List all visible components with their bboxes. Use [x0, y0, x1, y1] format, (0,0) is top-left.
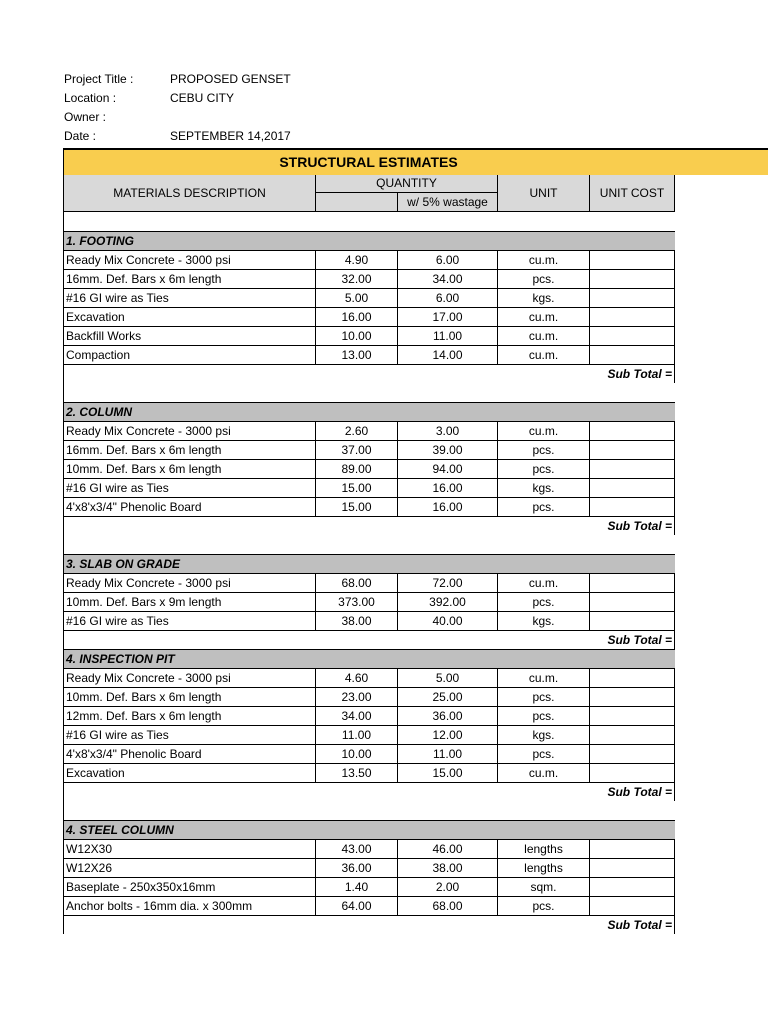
item-description: W12X30 [64, 840, 316, 859]
item-unit: cu.m. [498, 574, 590, 593]
item-unit-cost [590, 593, 675, 612]
item-quantity: 373.00 [316, 593, 398, 612]
subtotal-spacer [64, 916, 590, 935]
item-description: Baseplate - 250x350x16mm [64, 878, 316, 897]
item-description: #16 GI wire as Ties [64, 479, 316, 498]
blank-cell [64, 535, 675, 555]
item-description: Compaction [64, 346, 316, 365]
item-description: 4'x8'x3/4" Phenolic Board [64, 745, 316, 764]
item-quantity: 1.40 [316, 878, 398, 897]
item-quantity: 89.00 [316, 460, 398, 479]
table-row [64, 593, 675, 612]
item-wastage: 392.00 [398, 593, 498, 612]
item-description: 4'x8'x3/4" Phenolic Board [64, 498, 316, 517]
subtotal-label: Sub Total = [590, 916, 675, 935]
table-row [64, 840, 675, 859]
item-description: Ready Mix Concrete - 3000 psi [64, 251, 316, 270]
item-unit: pcs. [498, 498, 590, 517]
item-description: Ready Mix Concrete - 3000 psi [64, 669, 316, 688]
item-unit: lengths [498, 840, 590, 859]
table-row [64, 289, 675, 308]
owner-label: Owner : [64, 110, 107, 124]
project-info [64, 70, 291, 146]
item-description: 10mm. Def. Bars x 6m length [64, 688, 316, 707]
location-value: CEBU CITY [170, 91, 235, 105]
item-quantity: 34.00 [316, 707, 398, 726]
item-description: Anchor bolts - 16mm dia. x 300mm [64, 897, 316, 916]
item-wastage: 15.00 [398, 764, 498, 783]
header-description: MATERIALS DESCRIPTION [64, 174, 316, 212]
subtotal-spacer [64, 365, 590, 384]
section-header [64, 403, 675, 422]
table-row [64, 270, 675, 289]
spacer-row [64, 212, 675, 232]
item-quantity: 10.00 [316, 327, 398, 346]
item-description: #16 GI wire as Ties [64, 726, 316, 745]
item-quantity: 13.50 [316, 764, 398, 783]
item-wastage: 5.00 [398, 669, 498, 688]
item-unit-cost [590, 251, 675, 270]
item-wastage: 36.00 [398, 707, 498, 726]
project-title-row [64, 70, 291, 89]
item-unit-cost [590, 612, 675, 631]
item-unit: pcs. [498, 745, 590, 764]
item-quantity: 10.00 [316, 745, 398, 764]
spacer-row [64, 801, 675, 821]
item-quantity: 2.60 [316, 422, 398, 441]
location-row [64, 89, 291, 108]
item-wastage: 11.00 [398, 327, 498, 346]
estimate-table [63, 173, 675, 934]
item-quantity: 4.90 [316, 251, 398, 270]
subtotal-label: Sub Total = [590, 517, 675, 536]
item-description: Excavation [64, 308, 316, 327]
header-quantity-base [316, 193, 398, 212]
location-label: Location : [64, 91, 117, 105]
subtotal-spacer [64, 783, 590, 802]
item-wastage: 14.00 [398, 346, 498, 365]
item-unit: pcs. [498, 441, 590, 460]
table-row [64, 498, 675, 517]
item-description: W12X26 [64, 859, 316, 878]
table-row [64, 308, 675, 327]
item-wastage: 6.00 [398, 251, 498, 270]
item-unit-cost [590, 878, 675, 897]
item-description: Ready Mix Concrete - 3000 psi [64, 422, 316, 441]
item-wastage: 39.00 [398, 441, 498, 460]
section-header [64, 555, 675, 574]
item-description: Backfill Works [64, 327, 316, 346]
item-description: Ready Mix Concrete - 3000 psi [64, 574, 316, 593]
table-row [64, 422, 675, 441]
item-unit-cost [590, 498, 675, 517]
item-unit: cu.m. [498, 422, 590, 441]
table-row [64, 764, 675, 783]
section-title: 2. COLUMN [64, 403, 675, 422]
header-unit-cost: UNIT COST [590, 174, 675, 212]
blank-cell [64, 212, 675, 232]
item-description: Excavation [64, 764, 316, 783]
date-row [64, 127, 291, 146]
owner-row [64, 108, 291, 127]
item-wastage: 46.00 [398, 840, 498, 859]
table-row [64, 859, 675, 878]
table-row [64, 441, 675, 460]
subtotal-spacer [64, 517, 590, 536]
item-quantity: 38.00 [316, 612, 398, 631]
item-unit: pcs. [498, 593, 590, 612]
table-row [64, 612, 675, 631]
item-unit-cost [590, 707, 675, 726]
item-wastage: 17.00 [398, 308, 498, 327]
subtotal-label: Sub Total = [590, 365, 675, 384]
item-wastage: 16.00 [398, 498, 498, 517]
subtotal-row [64, 517, 675, 536]
spacer-row [64, 383, 675, 403]
item-unit-cost [590, 270, 675, 289]
table-row [64, 688, 675, 707]
item-unit: cu.m. [498, 346, 590, 365]
item-unit: pcs. [498, 460, 590, 479]
item-description: 16mm. Def. Bars x 6m length [64, 441, 316, 460]
item-wastage: 11.00 [398, 745, 498, 764]
subtotal-row [64, 365, 675, 384]
item-wastage: 2.00 [398, 878, 498, 897]
table-row [64, 745, 675, 764]
item-quantity: 36.00 [316, 859, 398, 878]
subtotal-spacer [64, 631, 590, 650]
item-unit: lengths [498, 859, 590, 878]
item-wastage: 72.00 [398, 574, 498, 593]
item-wastage: 25.00 [398, 688, 498, 707]
table-row [64, 726, 675, 745]
sheet-title: STRUCTURAL ESTIMATES [279, 154, 458, 170]
item-unit: kgs. [498, 479, 590, 498]
item-wastage: 12.00 [398, 726, 498, 745]
item-quantity: 11.00 [316, 726, 398, 745]
item-unit: cu.m. [498, 327, 590, 346]
date-value: SEPTEMBER 14,2017 [170, 129, 291, 143]
item-quantity: 43.00 [316, 840, 398, 859]
item-unit: kgs. [498, 726, 590, 745]
table-row [64, 878, 675, 897]
item-unit-cost [590, 669, 675, 688]
blank-cell [64, 383, 675, 403]
item-unit-cost [590, 460, 675, 479]
item-description: 12mm. Def. Bars x 6m length [64, 707, 316, 726]
item-quantity: 16.00 [316, 308, 398, 327]
item-quantity: 64.00 [316, 897, 398, 916]
item-unit: cu.m. [498, 308, 590, 327]
item-unit: pcs. [498, 688, 590, 707]
table-row [64, 897, 675, 916]
subtotal-row [64, 916, 675, 935]
item-unit: pcs. [498, 270, 590, 289]
item-unit-cost [590, 479, 675, 498]
item-wastage: 34.00 [398, 270, 498, 289]
item-quantity: 15.00 [316, 479, 398, 498]
table-row [64, 669, 675, 688]
item-unit-cost [590, 422, 675, 441]
item-unit-cost [590, 441, 675, 460]
item-description: 10mm. Def. Bars x 6m length [64, 460, 316, 479]
item-unit-cost [590, 745, 675, 764]
blank-cell [64, 801, 675, 821]
project-title-label: Project Title : [64, 72, 134, 86]
item-unit: pcs. [498, 897, 590, 916]
item-unit: cu.m. [498, 764, 590, 783]
item-quantity: 15.00 [316, 498, 398, 517]
item-unit-cost [590, 840, 675, 859]
header-row-1 [64, 174, 675, 193]
item-unit-cost [590, 897, 675, 916]
item-unit: cu.m. [498, 251, 590, 270]
item-description: #16 GI wire as Ties [64, 289, 316, 308]
item-wastage: 94.00 [398, 460, 498, 479]
item-quantity: 5.00 [316, 289, 398, 308]
section-header [64, 821, 675, 840]
header-quantity: QUANTITY [316, 174, 498, 193]
header-unit: UNIT [498, 174, 590, 212]
table-row [64, 460, 675, 479]
item-quantity: 68.00 [316, 574, 398, 593]
item-unit-cost [590, 327, 675, 346]
item-unit: sqm. [498, 878, 590, 897]
item-quantity: 4.60 [316, 669, 398, 688]
item-wastage: 40.00 [398, 612, 498, 631]
subtotal-label: Sub Total = [590, 783, 675, 802]
item-wastage: 3.00 [398, 422, 498, 441]
item-unit: kgs. [498, 612, 590, 631]
subtotal-row [64, 631, 675, 650]
table-row [64, 479, 675, 498]
item-unit-cost [590, 346, 675, 365]
item-unit: cu.m. [498, 669, 590, 688]
item-wastage: 68.00 [398, 897, 498, 916]
project-title-value: PROPOSED GENSET [170, 72, 291, 86]
spacer-row [64, 535, 675, 555]
item-unit-cost [590, 574, 675, 593]
item-unit: pcs. [498, 707, 590, 726]
item-unit-cost [590, 308, 675, 327]
item-unit-cost [590, 289, 675, 308]
item-quantity: 13.00 [316, 346, 398, 365]
title-bar [63, 148, 768, 173]
item-wastage: 6.00 [398, 289, 498, 308]
item-wastage: 38.00 [398, 859, 498, 878]
item-unit-cost [590, 764, 675, 783]
estimate-sheet [63, 148, 768, 934]
section-title: 3. SLAB ON GRADE [64, 555, 675, 574]
section-title: 1. FOOTING [64, 232, 675, 251]
table-row [64, 327, 675, 346]
item-quantity: 23.00 [316, 688, 398, 707]
item-quantity: 32.00 [316, 270, 398, 289]
section-header [64, 650, 675, 669]
item-quantity: 37.00 [316, 441, 398, 460]
item-unit-cost [590, 859, 675, 878]
table-row [64, 346, 675, 365]
section-title: 4. INSPECTION PIT [64, 650, 675, 669]
item-wastage: 16.00 [398, 479, 498, 498]
subtotal-label: Sub Total = [590, 631, 675, 650]
item-description: 16mm. Def. Bars x 6m length [64, 270, 316, 289]
item-unit-cost [590, 726, 675, 745]
table-row [64, 251, 675, 270]
header-wastage: w/ 5% wastage [398, 193, 498, 212]
section-header [64, 232, 675, 251]
section-title: 4. STEEL COLUMN [64, 821, 675, 840]
item-unit: kgs. [498, 289, 590, 308]
date-label: Date : [64, 129, 97, 143]
item-description: 10mm. Def. Bars x 9m length [64, 593, 316, 612]
item-description: #16 GI wire as Ties [64, 612, 316, 631]
table-row [64, 707, 675, 726]
subtotal-row [64, 783, 675, 802]
table-row [64, 574, 675, 593]
item-unit-cost [590, 688, 675, 707]
